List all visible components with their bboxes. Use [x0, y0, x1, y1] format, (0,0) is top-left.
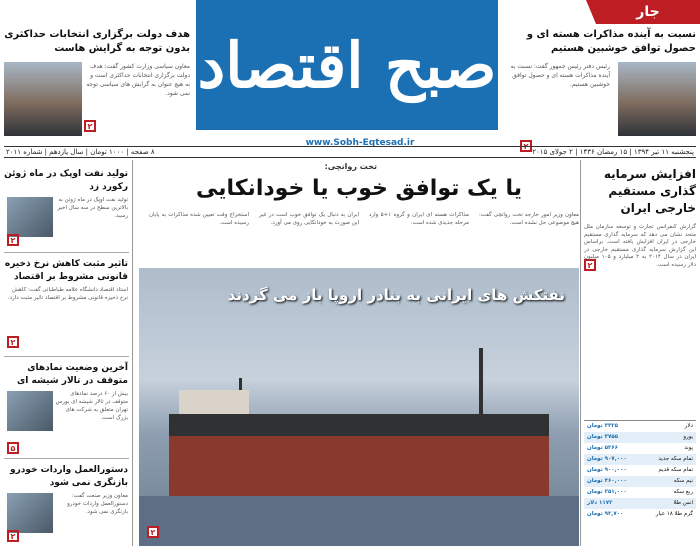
rate-value: ۱۱۷۲ دلار — [587, 500, 613, 506]
rate-row — [584, 432, 696, 443]
news-text: معاون وزیر صنعت گفت: دستورالعمل واردات خودرو بازنگری نمی شود. — [67, 493, 128, 515]
right-story-text: گزارش کنفرانس تجارت و توسعه سازمان ملل متحد نشان می دهد که سرمایه گذاری مستقیم خارجی در ایران افزایش یافته است. براساس این گزارش سرمایه گذاری مستقیم خارجی در ایران در سال ۲۰۱۴ به ۲ میلیارد و ۱۰۵ میلیون دلار رسیده است. — [584, 224, 696, 268]
teaser-left-text: معاون سیاسی وزارت کشور گفت: هدف دولت برگزاری انتخابات حداکثری است و به هیچ عنوان به گرایش های سیاسی توجه نمی شود. — [86, 63, 190, 97]
corner-label — [596, 0, 700, 24]
rate-row — [584, 509, 696, 520]
masthead — [0, 0, 700, 151]
page-badge: ۲ — [520, 140, 532, 152]
ship-hull-upper — [169, 414, 549, 438]
teaser-right[interactable] — [506, 28, 696, 151]
news-title: دستورالعمل واردات خودرو بازنگری نمی شود — [10, 465, 128, 488]
ship-superstructure — [179, 390, 249, 416]
rate-label: ربع سکه — [673, 489, 693, 495]
rate-label: انس طلا — [673, 500, 693, 506]
rate-label: تمام سکه جدید — [658, 456, 693, 462]
main-photo[interactable] — [139, 268, 579, 546]
divider — [4, 252, 129, 253]
issue-info: ۸ صفحه | ۱۰۰۰ تومان | سال یازدهم | شماره ۲۰۱۱ — [6, 148, 155, 156]
rate-row — [584, 443, 696, 454]
date-text: پنجشنبه ۱۱ تیر ۱۳۹۴ | ۱۵ رمضان ۱۴۳۶ | ۲ جولای ۲۰۱۵ — [532, 148, 694, 156]
corner-label-text: جار — [636, 4, 660, 20]
page-badge: ۲ — [7, 234, 19, 246]
website-url[interactable]: www.Sobh-Eqtesad.ir — [305, 138, 415, 148]
rate-label: پوند — [684, 445, 693, 451]
news-thumbnail — [7, 391, 53, 431]
main-story — [139, 160, 579, 546]
story-column: معاون وزیر امور خارجه تخت روانچی گفت: هیچ موضوعی حل نشده است. — [479, 212, 579, 226]
news-title: تولید نفت اوپک در ماه ژوئن رکورد زد — [4, 169, 128, 192]
rate-value: ۹۲,۷۰۰ تومان — [587, 511, 624, 517]
ship-hull — [169, 436, 549, 496]
ship-mast — [479, 348, 483, 414]
news-item[interactable] — [3, 168, 128, 246]
photo-caption: نفتکش های ایرانی به بنادر اروپا باز می گردند — [227, 286, 565, 304]
rate-row — [584, 421, 696, 432]
rate-value: ۹۰۰,۰۰۰ تومان — [587, 467, 627, 473]
right-headline[interactable]: افزایش سرمایه گذاری مستقیم خارجی ایران — [603, 167, 696, 215]
rate-row — [584, 498, 696, 509]
news-text: استاد اقتصاد دانشگاه علامه طباطبائی گفت: کاهش نرخ ذخیره قانونی مشروط بر اقتصاد تاثیر مثبت دارد. — [7, 287, 128, 301]
rate-row — [584, 454, 696, 465]
rate-value: ۲۵۱,۰۰۰ تومان — [587, 489, 627, 495]
teaser-right-text: رئیس دفتر رئیس جمهور گفت: نسبت به آینده مذاکرات هسته ای و حصول توافق خوشبین هستیم. — [510, 63, 610, 88]
story-column: ایران به دنبال یک توافق خوب است در غیر این صورت به خودانکایی روی می آورد. — [259, 212, 359, 226]
page-badge: ۲ — [7, 336, 19, 348]
rate-value: ۴۶۰,۰۰۰ تومان — [587, 478, 627, 484]
teaser-right-title: نسبت به آینده مذاکرات هسته ای و حصول توافق خوشبین هستیم — [526, 29, 696, 54]
teaser-left-photo — [4, 62, 82, 136]
logo[interactable] — [196, 0, 498, 130]
water — [139, 496, 579, 546]
corner-triangle — [586, 0, 596, 24]
rate-value: ۳۷۵۵ تومان — [587, 434, 619, 440]
news-item[interactable] — [3, 258, 128, 348]
rate-label: دلار — [684, 423, 693, 429]
story-column: مذاکرات هسته ای ایران و گروه ۱+۵ وارد مرحله جدیدی شده است. — [369, 212, 469, 226]
rate-value: ۹۰۷,۰۰۰ تومان — [587, 456, 627, 462]
rate-value: ۵۲۶۶ تومان — [587, 445, 619, 451]
page-badge: ۲ — [147, 526, 159, 538]
page-badge: ۵ — [7, 442, 19, 454]
divider — [4, 458, 129, 459]
story-column: استخراج وقت تعیین شده مذاکرات به پایان رسیده است. — [149, 212, 249, 226]
rate-label: نیم سکه — [673, 478, 693, 484]
left-column — [0, 160, 133, 546]
rate-label: تمام سکه قدیم — [658, 467, 693, 473]
page-badge: ۲ — [584, 259, 596, 271]
teaser-left[interactable] — [4, 28, 190, 131]
logo-text: صبح اقتصاد — [197, 28, 497, 102]
news-thumbnail — [7, 493, 53, 533]
news-text: بیش از ۶۰ درصد نمادهای متوقف در تالار شیشه ای بورس تهران متعلق به شرکت های بزرگ است. — [55, 391, 128, 421]
right-story — [584, 224, 696, 269]
page-badge: ۲ — [7, 530, 19, 542]
rate-value: ۳۳۲۵ تومان — [587, 423, 619, 429]
news-text: تولید نفت اوپک در ماه ژوئن به بالاترین سطح در سه سال اخیر رسید. — [57, 197, 128, 219]
news-thumbnail — [7, 197, 53, 237]
main-headline[interactable]: یا یک توافق خوب یا خودانکایی — [195, 176, 523, 201]
news-item[interactable] — [3, 362, 128, 454]
story-columns — [139, 212, 579, 270]
dateline — [4, 146, 696, 158]
page-badge: ۲ — [84, 120, 96, 132]
rate-row — [584, 465, 696, 476]
teaser-left-title: هدف دولت برگزاری انتخابات حداکثری بدون توجه به گرایش هاست — [4, 29, 190, 54]
right-column — [580, 160, 700, 546]
rate-label: یورو — [683, 434, 693, 440]
rates-table — [584, 420, 696, 520]
news-title: آخرین وضعیت نمادهای متوقف در تالار شیشه ای — [17, 363, 128, 386]
rate-row — [584, 476, 696, 487]
divider — [4, 356, 129, 357]
news-item[interactable] — [3, 464, 128, 542]
kicker: تخت روانچی: — [324, 162, 377, 171]
rate-row — [584, 487, 696, 498]
news-title: تاثیر مثبت کاهش نرخ ذخیره قانونی مشروط بر اقتصاد — [4, 259, 128, 282]
rate-label: گرم طلا ۱۸ عیار — [655, 511, 693, 517]
teaser-right-photo — [618, 62, 696, 136]
